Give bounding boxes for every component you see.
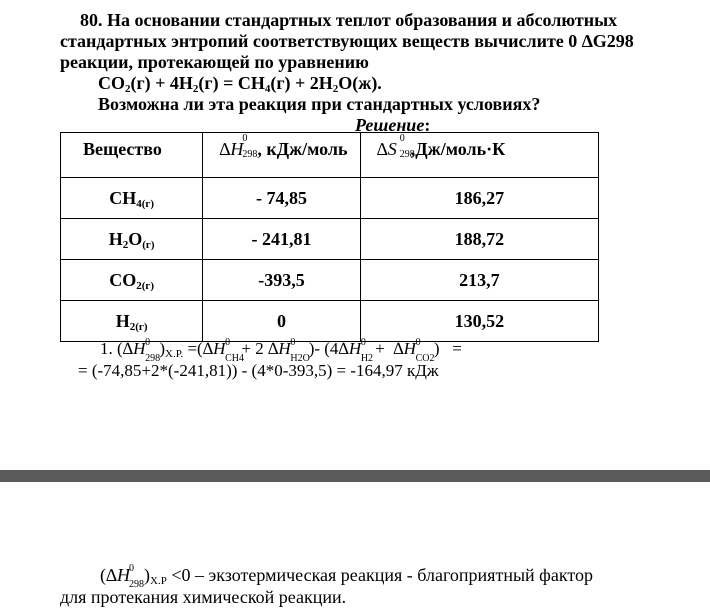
cell-entropy: 186,27 — [360, 178, 598, 219]
solution-heading: Решение: — [355, 115, 431, 135]
table-row — [61, 219, 599, 260]
cell-substance: $H_{2(г)}$ — [61, 301, 203, 342]
table-header-row — [61, 133, 599, 178]
table-row — [61, 260, 599, 301]
table-row — [61, 301, 599, 342]
cell-enthalpy: - 241,81 — [203, 219, 360, 260]
problem-line-2: стандартных энтропий соответствующих веществ вычислите 0 ∆G298 — [60, 31, 634, 51]
problem-line-3: реакции, протекающей по уравнению — [60, 52, 369, 72]
reaction-equation: $CO_2(г) + 4H_2(г) = CH_4(г) + 2H_2O(ж)$. — [98, 73, 382, 95]
cell-substance: $CO_{2(г)}$ — [61, 260, 203, 301]
problem-line-1: 80. На основании стандартных теплот образования и абсолютных — [80, 10, 618, 30]
cell-substance: $CH_{4(г)}$ — [61, 178, 203, 219]
cell-entropy: 130,52 — [360, 301, 598, 342]
cell-substance: $H_2O_{(г)}$ — [61, 219, 203, 260]
header-substance: Вещество — [61, 133, 203, 178]
page-bottom — [0, 482, 710, 606]
conclusion-line-1: (∆H 0 298 )$_{Х.Р} <0$ – экзотермическая реакция - благоприятный фактор — [100, 563, 593, 590]
header-enthalpy: ∆H 0 298 , кДж/моль — [203, 133, 360, 178]
calc-line-2: = (-74,85+2*(-241,81)) - (4*0-393,5) = -164,97 кДж — [78, 361, 439, 380]
table-row — [61, 178, 599, 219]
conclusion-line-2: для протекания химической реакции. — [60, 587, 347, 607]
cell-entropy: 213,7 — [360, 260, 598, 301]
thermo-data-table — [60, 132, 599, 342]
header-entropy: ∆S 0 298 ,Дж/моль·К — [360, 133, 598, 178]
page-break — [0, 470, 710, 482]
calc-line-1: 1. (∆H 0 298 )$_{Х.Р.} =(\Delta H$ 0 CH4 + 2 ∆H 0 H2O )- (4∆H 0 H2 + ∆H 0 CO2 ) = — [100, 337, 462, 364]
cell-enthalpy: - 74,85 — [203, 178, 360, 219]
cell-entropy: 188,72 — [360, 219, 598, 260]
problem-question: Возможна ли эта реакция при стандартных условиях? — [98, 94, 541, 114]
cell-enthalpy: 0 — [203, 301, 360, 342]
cell-enthalpy: -393,5 — [203, 260, 360, 301]
